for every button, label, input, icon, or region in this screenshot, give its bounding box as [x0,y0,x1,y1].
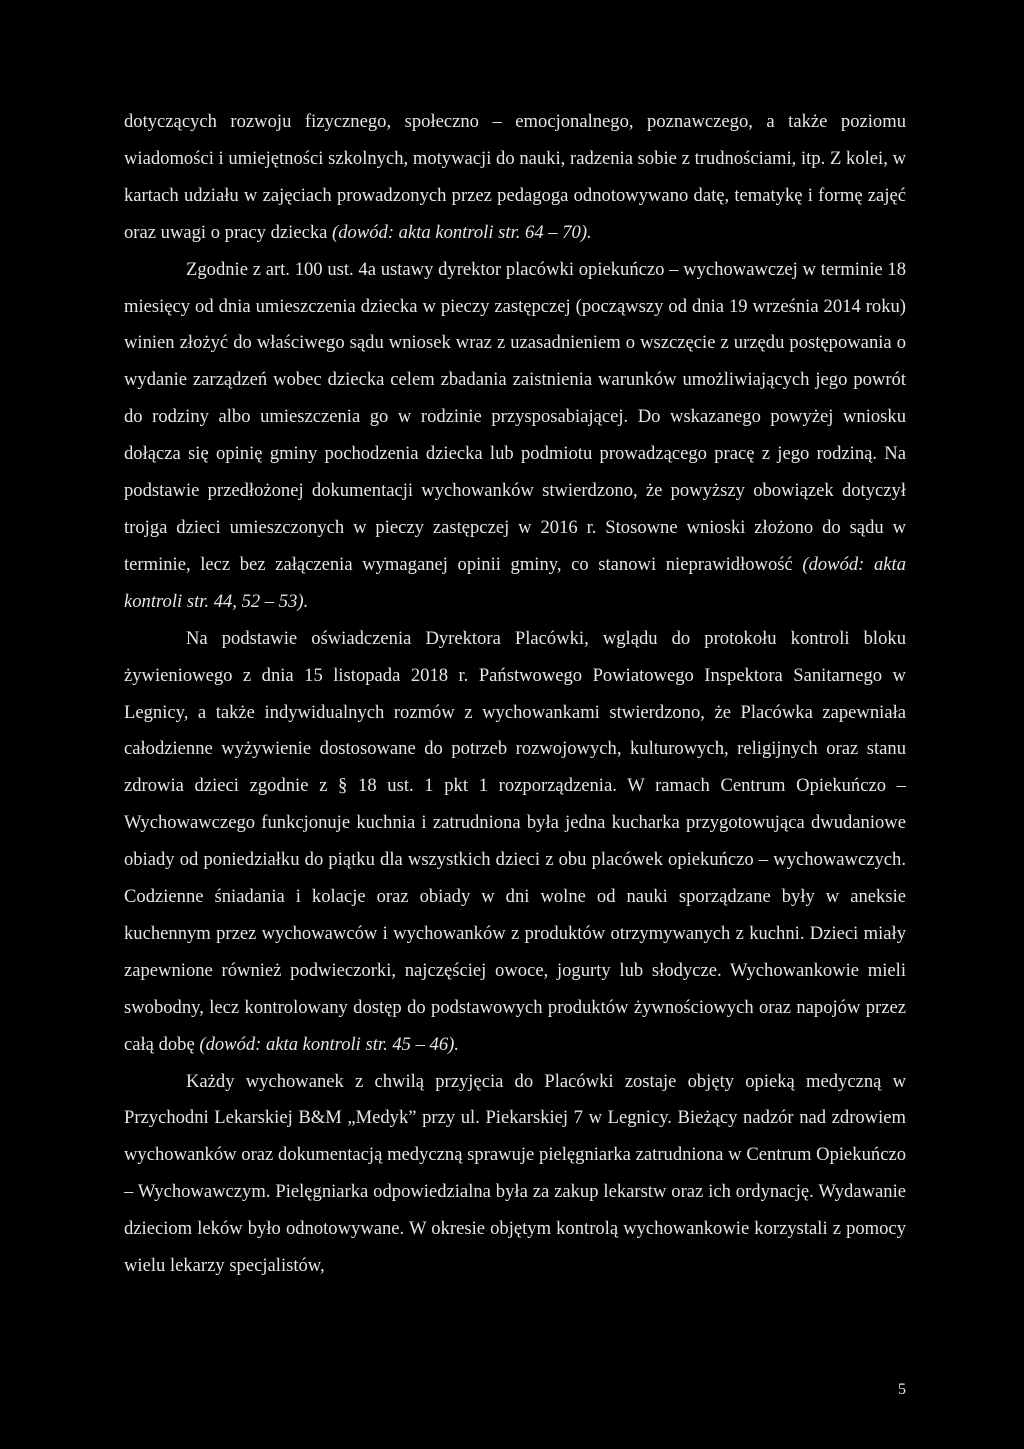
paragraph-2 [124,252,906,621]
evidence-citation: (dowód: akta kontroli str. 45 – 46). [199,1033,459,1055]
evidence-citation: (dowód: akta kontroli str. 44, 52 – 53). [124,553,906,612]
paragraph-text: Każdy wychowanek z chwilą przyjęcia do Placówki zostaje objęty opieką medyczną w Przychodni Lekarskiej B&M „Medyk” przy ul. Piekarskiej 7 w Legnicy. Bieżący nadzór nad zdrowiem wychowanków oraz dokumentacją medyczną sprawuje pielęgniarka zatrudniona w Centrum Opiekuńczo – Wychowawczym. Pielęgniarka odpowiedzialna była za zakup lekarstw oraz ich ordynację. Wydawanie dzieciom leków było odnotowywane. W okresie objętym kontrolą wychowankowie korzystali z pomocy wielu lekarzy specjalistów, [124,1070,906,1277]
paragraph-text: dotyczących rozwoju fizycznego, społeczno – emocjonalnego, poznawczego, a także poziomu wiadomości i umiejętności szkolnych, motywacji do nauki, radzenia sobie z trudnościami, itp. Z kolei, w kartach udziału w zajęciach prowadzonych przez pedagoga odnotowywano datę, tematykę i formę zajęć oraz uwagi o pracy dziecka [124,111,906,243]
paragraph-4 [124,1064,906,1285]
evidence-citation: (dowód: akta kontroli str. 64 – 70). [332,221,592,243]
paragraph-3 [124,621,906,1064]
document-page [124,104,906,1285]
page-number: 5 [898,1381,906,1398]
paragraph-1 [124,104,906,252]
paragraph-text: Na podstawie oświadczenia Dyrektora Placówki, wglądu do protokołu kontroli bloku żywieniowego z dnia 15 listopada 2018 r. Państwowego Powiatowego Inspektora Sanitarnego w Legnicy, a także indywidualnych rozmów z wychowankami stwierdzono, że Placówka zapewniała całodzienne wyżywienie dostosowane do potrzeb rozwojowych, kulturowych, religijnych oraz stanu zdrowia dzieci zgodnie z § 18 ust. 1 pkt 1 rozporządzenia. W ramach Centrum Opiekuńczo – Wychowawczego funkcjonuje kuchnia i zatrudniona była jedna kucharka przygotowująca dwudaniowe obiady od poniedziałku do piątku dla wszystkich dzieci z obu placówek opiekuńczo – wychowawczych. Codzienne śniadania i kolacje oraz obiady w dni wolne od nauki sporządzane były w aneksie kuchennym przez wychowawców i wychowanków z produktów otrzymywanych z kuchni. Dzieci miały zapewnione również podwieczorki, najczęściej owoce, jogurty lub słodycze. Wychowankowie mieli swobodny, lecz kontrolowany dostęp do podstawowych produktów żywnościowych oraz napojów przez całą dobę [124,627,906,1055]
paragraph-text: Zgodnie z art. 100 ust. 4a ustawy dyrektor placówki opiekuńczo – wychowawczej w terminie 18 miesięcy od dnia umieszczenia dziecka w pieczy zastępczej (począwszy od dnia 19 września 2014 roku) winien złożyć do właściwego sądu wniosek wraz z uzasadnieniem o wszczęcie z urzędu postępowania o wydanie zarządzeń wobec dziecka celem zbadania zaistnienia warunków umożliwiających jego powrót do rodziny albo umieszczenia go w rodzinie przysposabiającej. Do wskazanego powyżej wniosku dołącza się opinię gminy pochodzenia dziecka lub podmiotu prowadzącego pracę z jego rodziną. Na podstawie przedłożonej dokumentacji wychowanków stwierdzono, że powyższy obowiązek dotyczył trojga dzieci umieszczonych w pieczy zastępczej w 2016 r. Stosowne wnioski złożono do sądu w terminie, lecz bez załączenia wymaganej opinii gminy, co stanowi nieprawidłowość [124,258,906,575]
